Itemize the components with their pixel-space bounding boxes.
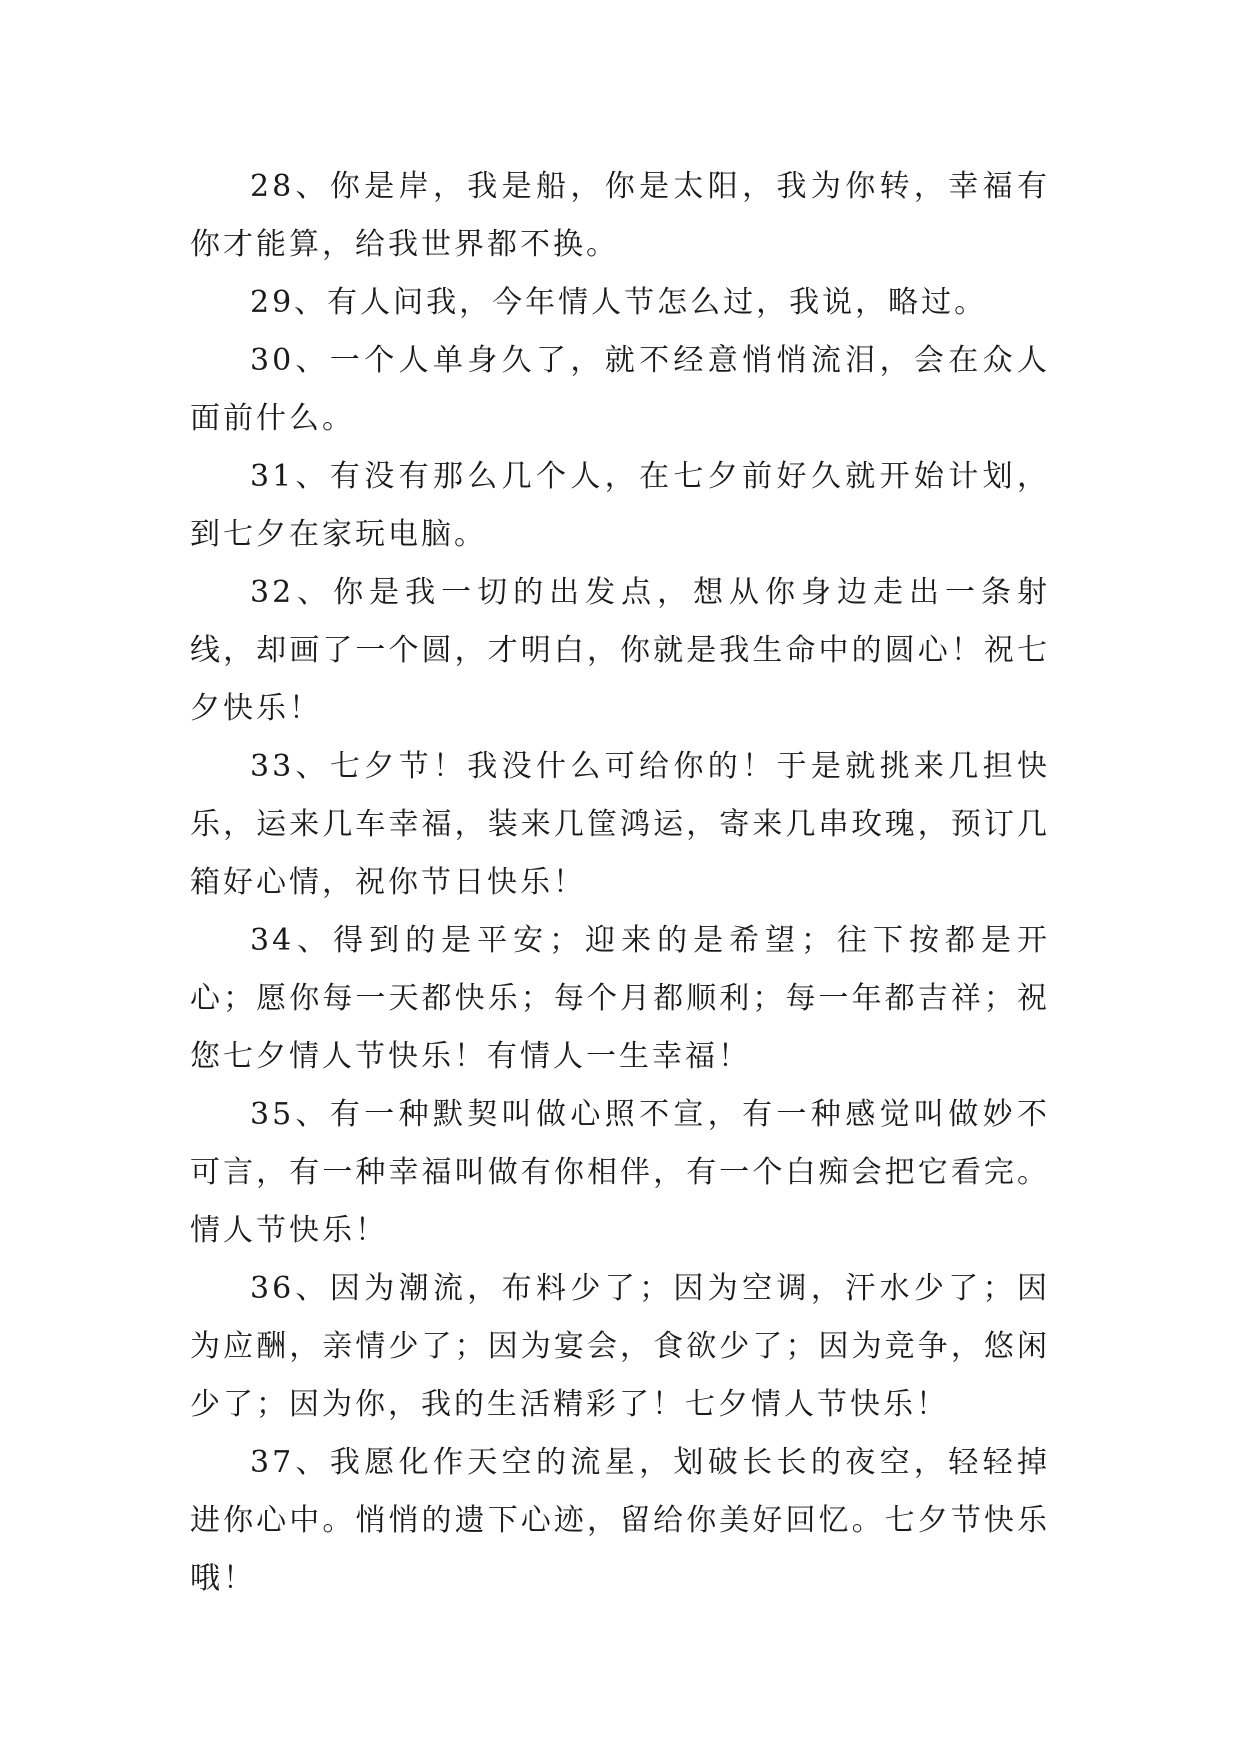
paragraph-33: 33、七夕节！我没什么可给你的！于是就挑来几担快乐，运来几车幸福，装来几筐鸿运，寄来几串玫瑰，预订几箱好心情，祝你节日快乐！ [190,749,1050,900]
document-body [190,158,1050,1608]
paragraph-35: 35、有一种默契叫做心照不宣，有一种感觉叫做妙不可言，有一种幸福叫做有你相伴，有一个白痴会把它看完。情人节快乐！ [190,1097,1050,1248]
paragraph-36: 36、因为潮流，布料少了；因为空调，汗水少了；因为应酬，亲情少了；因为宴会，食欲少了；因为竞争，悠闲少了；因为你，我的生活精彩了！七夕情人节快乐！ [190,1271,1050,1422]
paragraph-31: 31、有没有那么几个人，在七夕前好久就开始计划，到七夕在家玩电脑。 [190,459,1050,552]
paragraph-30: 30、一个人单身久了，就不经意悄悄流泪，会在众人面前什么。 [190,343,1050,436]
paragraph-29: 29、有人问我，今年情人节怎么过，我说，略过。 [250,285,988,320]
paragraph-37: 37、我愿化作天空的流星，划破长长的夜空，轻轻掉进你心中。悄悄的遗下心迹，留给你美好回忆。七夕节快乐哦！ [190,1445,1050,1596]
paragraph-34: 34、得到的是平安；迎来的是希望；往下按都是开心；愿你每一天都快乐；每个月都顺利；每一年都吉祥；祝您七夕情人节快乐！有情人一生幸福！ [190,923,1050,1074]
paragraph-28: 28、你是岸，我是船，你是太阳，我为你转，幸福有你才能算，给我世界都不换。 [190,169,1050,262]
paragraph-32: 32、你是我一切的出发点，想从你身边走出一条射线，却画了一个圆，才明白，你就是我生命中的圆心！祝七夕快乐！ [190,575,1050,726]
